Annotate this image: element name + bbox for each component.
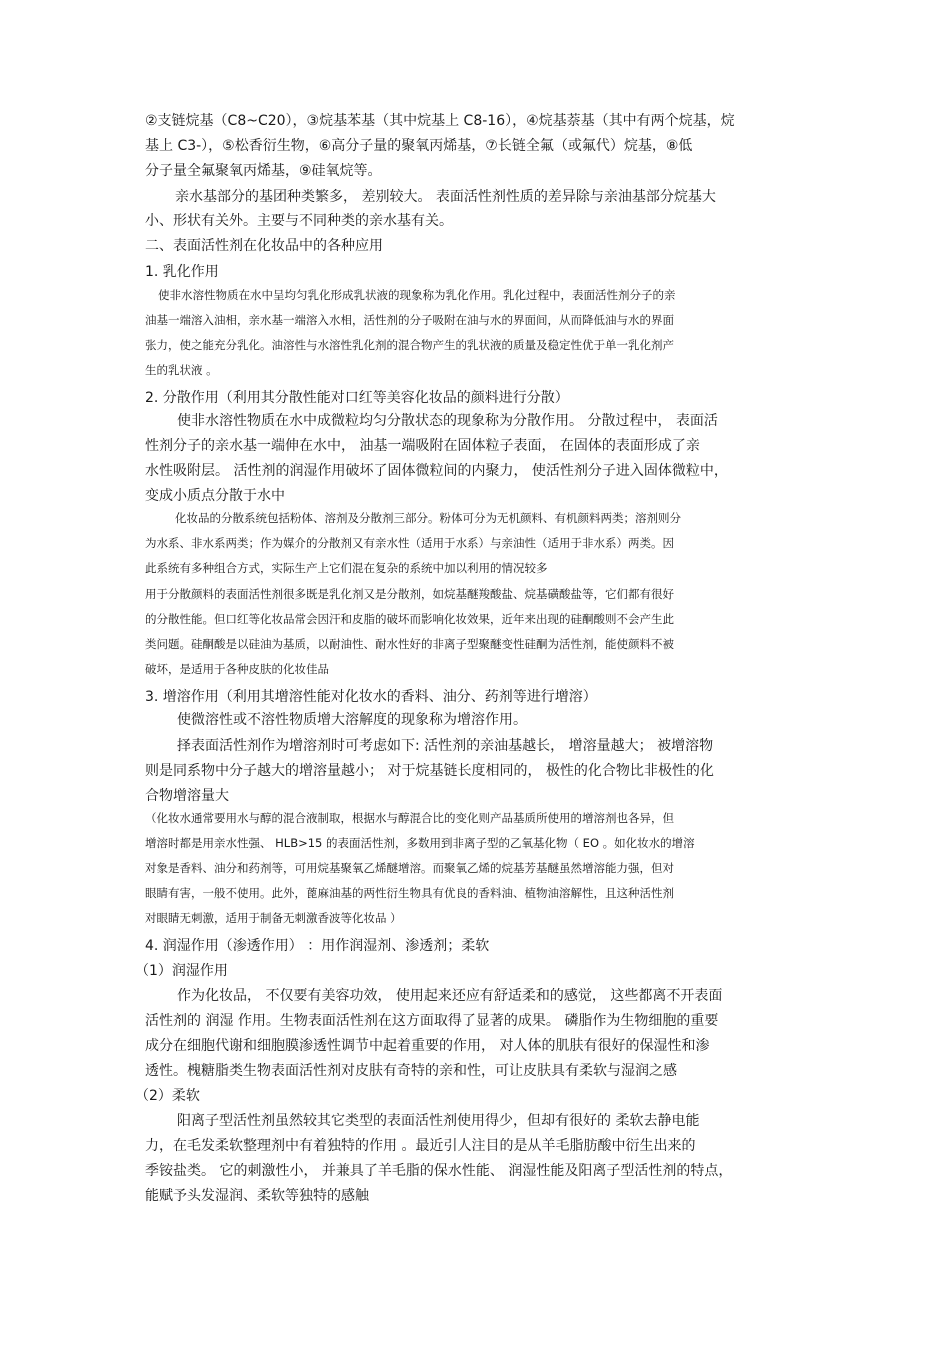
text-line: 变成小质点分散于水中	[145, 488, 285, 504]
text-line: 小、形状有关外。主要与不同种类的亲水基有关。	[145, 213, 453, 229]
text-line: 的分散性能。但口红等化妆品常会因汗和皮脂的破坏而影响化妆效果，近年来出现的硅酮酸则不会产生此	[145, 612, 674, 626]
text-line: 用于分散颜料的表面活性剂很多既是乳化剂又是分散剂，如烷基醚羧酸盐、烷基磺酸盐等，它们都有很好	[145, 587, 674, 601]
text-line: 性剂分子的亲水基一端伸在水中， 油基一端吸附在固体粒子表面， 在固体的表面形成了亲	[145, 438, 700, 454]
text-line: 作为化妆品， 不仅要有美容功效， 使用起来还应有舒适柔和的感觉， 这些都离不开表面	[177, 988, 723, 1004]
text-line: 择表面活性剂作为增溶剂时可考虑如下: 活性剂的亲油基越长， 增溶量越大； 被增溶物	[177, 738, 714, 754]
text-line: 化妆品的分散系统包括粉体、溶剂及分散剂三部分。粉体可分为无机颜料、有机颜料两类；溶剂则分	[175, 511, 681, 525]
text-line: 亲水基部分的基团种类繁多， 差别较大。 表面活性剂性质的差异除与亲油基部分烷基大	[175, 189, 716, 205]
text-line: 生的乳状液 。	[145, 363, 218, 377]
text-line: 活性剂的 润湿 作用。生物表面活性剂在这方面取得了显著的成果。 磷脂作为生物细胞的重要	[145, 1013, 719, 1029]
text-line: 透性。槐糖脂类生物表面活性剂对皮肤有奇特的亲和性，可让皮肤具有柔软与湿润之感	[145, 1063, 677, 1079]
text-line: 张力，使之能充分乳化。油溶性与水溶性乳化剂的混合物产生的乳状液的质量及稳定性优于单一乳化剂产	[145, 338, 674, 352]
text-line: 季铵盐类。 它的刺激性小， 并兼具了羊毛脂的保水性能、 润湿性能及阳离子型活性剂的特点，	[145, 1163, 733, 1179]
text-line: 此系统有多种组合方式，实际生产上它们混在复杂的系统中加以利用的情况较多	[145, 561, 548, 575]
text-line: 类问题。硅酮酸是以硅油为基质，以耐油性、耐水性好的非离子型聚醚变性硅酮为活性剂，能使颜料不被	[145, 637, 674, 651]
text-line: 使非水溶性物质在水中呈均匀乳化形成乳状液的现象称为乳化作用。乳化过程中，表面活性剂分子的亲	[158, 288, 676, 302]
text-line: 水性吸附层。 活性剂的润湿作用破坏了固体微粒间的内聚力， 使活性剂分子进入固体微粒中，	[145, 463, 728, 479]
text-line: （化妆水通常要用水与醇的混合液制取，根据水与醇混合比的变化则产品基质所使用的增溶剂也各异，但	[145, 811, 674, 825]
text-line: 油基一端溶入油相，亲水基一端溶入水相，活性剂的分子吸附在油与水的界面间，从而降低油与水的界面	[145, 313, 674, 327]
text-line: 对眼睛无刺激，适用于制备无刺激香波等化妆品 ）	[145, 911, 402, 925]
text-line: 3. 增溶作用（利用其增溶性能对化妆水的香料、油分、药剂等进行增溶）	[145, 689, 597, 705]
text-line: 二、表面活性剂在化妆品中的各种应用	[145, 238, 383, 254]
text-line: 使非水溶性物质在水中成微粒均匀分散状态的现象称为分散作用。 分散过程中， 表面活	[177, 413, 718, 429]
text-line: 则是同系物中分子越大的增溶量越小； 对于烷基链长度相同的， 极性的化合物比非极性的化	[145, 763, 714, 779]
text-line: 能赋予头发湿润、柔软等独特的感触	[145, 1188, 369, 1204]
text-line: 2. 分散作用（利用其分散性能对口红等美容化妆品的颜料进行分散）	[145, 390, 569, 406]
text-line: 对象是香料、油分和药剂等，可用烷基聚氧乙烯醚增溶。而聚氧乙烯的烷基芳基醚虽然增溶能力强，但对	[145, 861, 674, 875]
text-line: 阳离子型活性剂虽然较其它类型的表面活性剂使用得少，但却有很好的 柔软去静电能	[177, 1113, 700, 1129]
text-line: （2）柔软	[135, 1088, 200, 1104]
text-line: 基上 C3-），⑤松香衍生物，⑥高分子量的聚氧丙烯基，⑦长链全氟（或氟代）烷基，⑧低	[145, 138, 693, 154]
text-line: 力，在毛发柔软整理剂中有着独特的作用 。最近引人注目的是从羊毛脂肪酸中衍生出来的	[145, 1138, 696, 1154]
text-line: 破坏，是适用于各种皮肤的化妆佳品	[145, 662, 329, 676]
text-line: 合物增溶量大	[145, 788, 229, 804]
text-line: 成分在细胞代谢和细胞膜渗透性调节中起着重要的作用， 对人体的肌肤有很好的保湿性和渗	[145, 1038, 710, 1054]
text-line: ②支链烷基（C8~C20），③烷基苯基（其中烷基上 C8-16），④烷基萘基（其中有两个烷基，烷	[145, 113, 735, 129]
text-line: 1. 乳化作用	[145, 264, 219, 280]
text-line: 增溶时都是用亲水性强、 HLB>15 的表面活性剂，多数用到非离子型的乙氧基化物（ EO 。如化妆水的增溶	[145, 836, 695, 850]
text-line: （1）润湿作用	[135, 963, 228, 979]
text-line: 为水系、非水系两类；作为媒介的分散剂又有亲水性（适用于水系）与亲油性（适用于非水系）两类。因	[145, 536, 674, 550]
text-line: 眼睛有害，一般不使用。此外，蓖麻油基的两性衍生物具有优良的香料油、植物油溶解性，且这种活性剂	[145, 886, 674, 900]
text-line: 分子量全氟聚氧丙烯基，⑨硅氧烷等。	[145, 163, 382, 179]
text-line: 4. 润湿作用（渗透作用） ：用作润湿剂、渗透剂；柔软	[145, 938, 490, 954]
text-line: 使微溶性或不溶性物质增大溶解度的现象称为增溶作用。	[177, 712, 527, 728]
